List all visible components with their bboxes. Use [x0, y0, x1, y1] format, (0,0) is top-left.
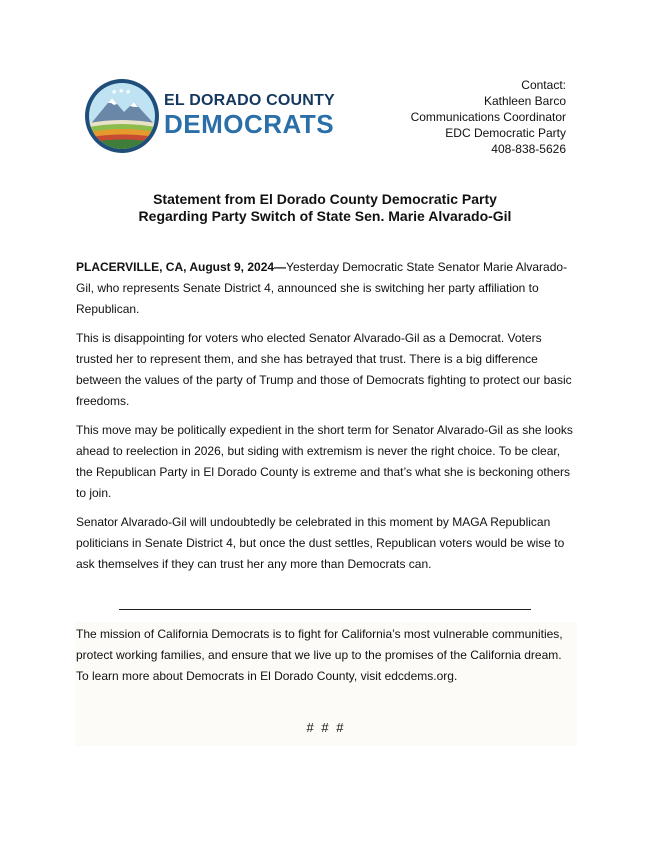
dateline: PLACERVILLE, CA, August 9, 2024— — [76, 260, 287, 274]
end-mark: # # # — [306, 720, 346, 735]
paragraph-1 — [76, 257, 576, 320]
contact-name: Kathleen Barco — [483, 94, 566, 108]
contact-org: EDC Democratic Party — [445, 126, 566, 140]
divider — [119, 609, 531, 610]
logo-line1: EL DORADO COUNTY — [164, 92, 335, 109]
contact-phone: 408-838-5626 — [491, 142, 566, 156]
svg-text:★: ★ — [111, 88, 118, 96]
paragraph-2: This is disappointing for voters who elected Senator Alvarado-Gil as a Democrat. Voters trusted her to represent them, and she has betrayed that trust. There is a big difference between the values of the party of Trump and those of Democrats fighting to protect our basic freedoms. — [76, 331, 572, 408]
mission-text: The mission of California Democrats is to fight for California’s most vulnerable communities, protect working families, and ensure that we live up to the promises of the California dream. To learn more about Democrats in El Dorado County, visit edcdems.org. — [76, 627, 563, 683]
contact-role: Communications Coordinator — [410, 110, 566, 124]
logo-line2: DEMOCRATS — [164, 109, 335, 139]
title-line2: Regarding Party Switch of State Sen. Marie Alvarado-Gil — [138, 208, 512, 224]
statement-body — [76, 257, 576, 583]
contact-label: Contact: — [521, 78, 566, 92]
paragraph-1-text: Yesterday Democratic State Senator Marie Alvarado-Gil, who represents Senate District 4, announced she is switching her party affiliation to Republican. — [76, 260, 568, 316]
page-title — [0, 191, 650, 225]
contact-block — [411, 77, 566, 157]
svg-text:★: ★ — [125, 88, 132, 96]
logo-emblem-icon — [84, 78, 160, 154]
svg-text:★: ★ — [118, 87, 125, 95]
logo-wordmark — [164, 93, 335, 137]
mission-box — [75, 622, 577, 746]
paragraph-4: Senator Alvarado-Gil will undoubtedly be celebrated in this moment by MAGA Republican politicians in Senate District 4, but once the dust settles, Republican voters would be wise to ask themselves if they can trust her any more than Democrats can. — [76, 515, 565, 571]
title-line1: Statement from El Dorado County Democratic Party — [153, 191, 497, 207]
paragraph-3: This move may be politically expedient in the short term for Senator Alvarado-Gil as she looks ahead to reelection in 2026, but siding with extremism is never the right choice. To be clear, the Republican Party in El Dorado County is extreme and that’s what she is beckoning others to join. — [76, 423, 573, 500]
